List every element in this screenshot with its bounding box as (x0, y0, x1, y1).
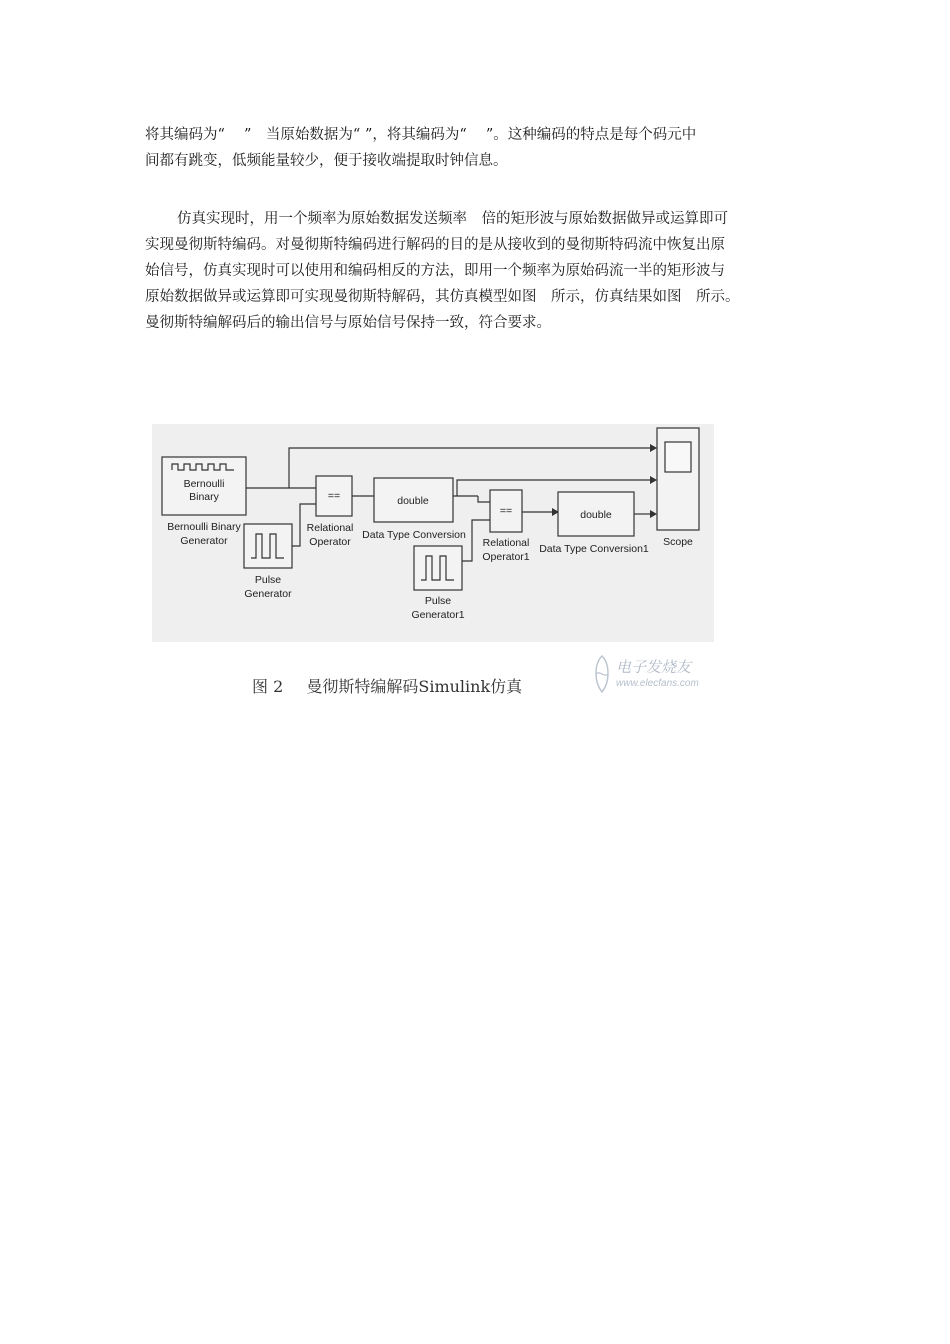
pulse-generator-label: Pulse (254, 574, 282, 586)
watermark-logo-icon (590, 654, 614, 694)
bernoulli-block-text: Binary (189, 491, 219, 503)
data-type-conversion1-label: Data Type Conversion1 (539, 543, 649, 555)
figure-number: 图 2 (252, 677, 284, 696)
bernoulli-block-label: Generator (180, 535, 228, 547)
data-type-conversion-text: double (397, 495, 429, 507)
text-line: 仿真实现时，用一个频率为原始数据发送频率 倍的矩形波与原始数据做异或运算即可 (177, 211, 728, 227)
data-type-conversion1-text: double (580, 509, 612, 521)
figure-caption (252, 674, 522, 697)
simulink-diagram (152, 424, 714, 642)
scope-label: Scope (663, 536, 693, 548)
watermark-url: www.elecfans.com (616, 678, 699, 689)
data-type-conversion-label: Data Type Conversion (362, 529, 466, 541)
relational-operator1-label: Operator1 (482, 551, 530, 563)
simulink-model-figure (152, 424, 714, 642)
text-line: 曼彻斯特编解码后的输出信号与原始信号保持一致，符合要求。 (145, 315, 551, 331)
bernoulli-block-label: Bernoulli Binary (167, 521, 241, 533)
watermark-name: 电子发烧友 (616, 658, 692, 676)
data-type-conversion1-block[interactable] (558, 492, 634, 536)
text-line: 始信号，仿真实现时可以使用和编码相反的方法，即用一个频率为原始码流一半的矩形波与 (145, 263, 725, 279)
relational-operator-block[interactable] (316, 476, 352, 516)
pulse-generator-label: Generator (244, 588, 292, 600)
watermark (590, 652, 730, 698)
pulse-generator1-block[interactable] (414, 546, 462, 590)
paragraph-simulation-description (145, 206, 815, 336)
bernoulli-block-text: Bernoulli (183, 478, 225, 490)
pulse-generator1-label: Pulse (424, 595, 452, 607)
text-line: 将其编码为“ ” 当原始数据为“ ”，将其编码为“ ”。这种编码的特点是每个码元中 (145, 127, 697, 143)
paragraph-encoding-description (145, 122, 815, 174)
relational-operator-symbol: == (327, 490, 341, 502)
relational-operator-label: Operator (309, 536, 351, 548)
pulse-generator-block[interactable] (244, 524, 292, 568)
relational-operator1-label: Relational (482, 537, 530, 549)
text-line: 原始数据做异或运算即可实现曼彻斯特解码，其仿真模型如图 所示，仿真结果如图 所示。 (145, 289, 740, 305)
relational-operator1-symbol: == (499, 505, 513, 517)
bernoulli-binary-generator-block[interactable] (162, 457, 246, 515)
pulse-generator1-label: Generator1 (411, 609, 465, 621)
text-line: 间都有跳变，低频能量较少，便于接收端提取时钟信息。 (145, 153, 508, 169)
relational-operator-label: Relational (306, 522, 354, 534)
data-type-conversion-block[interactable] (374, 478, 453, 522)
text-line: 实现曼彻斯特编码。对曼彻斯特编码进行解码的目的是从接收到的曼彻斯特码流中恢复出原 (145, 237, 725, 253)
figure-caption-text: 曼彻斯特编解码Simulink仿真 (306, 677, 523, 696)
relational-operator1-block[interactable] (490, 490, 522, 532)
scope-block[interactable] (657, 428, 699, 530)
